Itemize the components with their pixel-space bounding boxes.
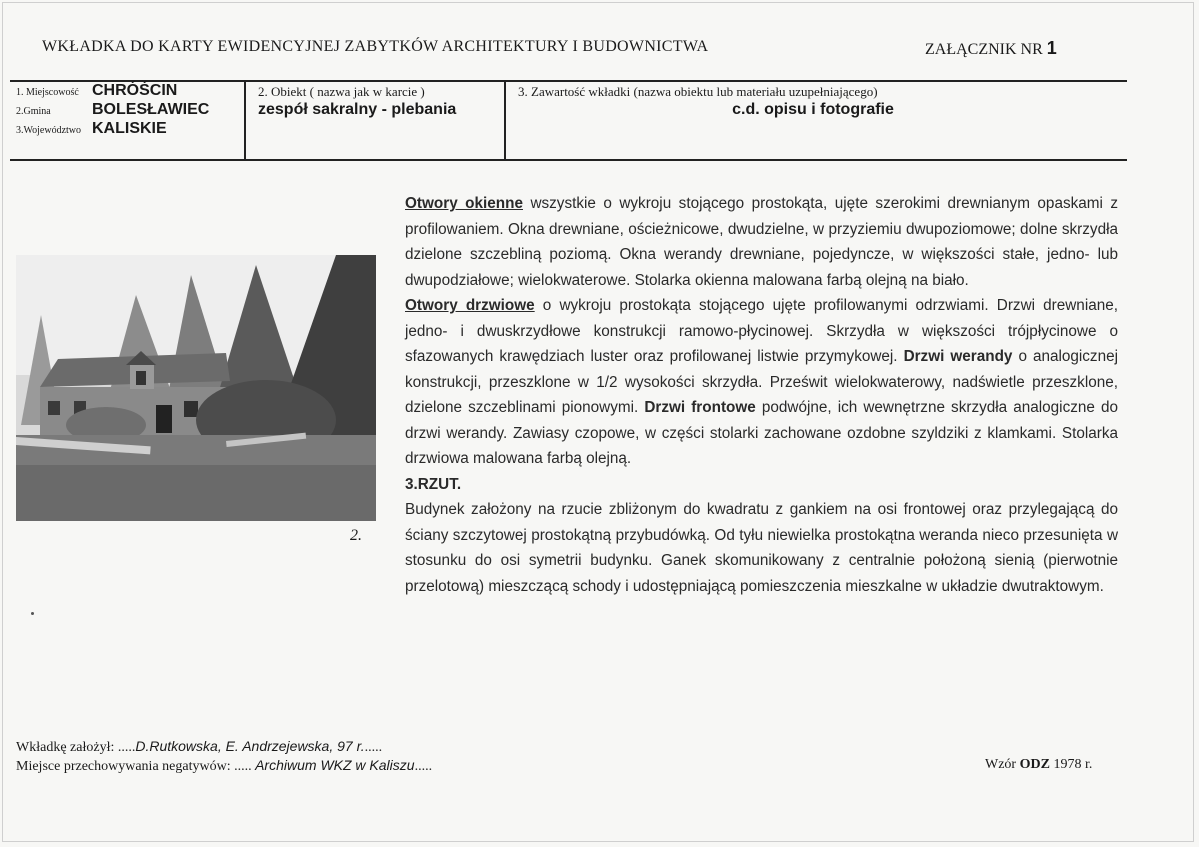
description-text <box>405 191 1118 599</box>
locality-field <box>16 82 177 100</box>
created-label: Wkładkę założył: ..... <box>16 740 136 755</box>
contents-label: 3. Zawartość wkładki (nazwa obiektu lub materiału uzupełniającego) <box>518 84 878 99</box>
storage-label: Miejsce przechowywania negatywów: ..... <box>16 759 256 774</box>
header-top-rule <box>10 80 1127 82</box>
column-divider-2 <box>504 80 506 161</box>
contents-value: c.d. opisu i fotografie <box>732 101 894 118</box>
header-bottom-rule <box>10 159 1127 161</box>
doors-heading: Otwory drzwiowe <box>405 297 535 314</box>
building-photo <box>16 255 376 521</box>
doors-paragraph <box>405 293 1118 472</box>
locality-label: 1. Miejscowość <box>16 87 79 98</box>
created-value: D.Rutkowska, E. Andrzejewska, 97 r. <box>135 738 365 754</box>
front-doors-text: podwójne, ich wewnętrzne skrzydła analogiczne do drzwi werandy. Zawiasy czopowe, w części stolarki zachowane ozdobne szyldziki z klamkami. Stolarka drzwiowa malowana farbą olejną. <box>405 399 1118 467</box>
annex-label-text: ZAŁĄCZNIK NR <box>925 41 1043 58</box>
commune-label: 2.Gmina <box>16 106 51 117</box>
commune-field <box>16 101 209 119</box>
created-suffix: ..... <box>364 740 383 755</box>
object-label: 2. Obiekt ( nazwa jak w karcie ) <box>258 84 425 99</box>
template-year: 1978 r. <box>1053 757 1093 772</box>
annex-label <box>925 38 1057 59</box>
plan-text: Budynek założony na rzucie zbliżonym do kwadratu z gankiem na osi frontowej oraz przylegającą do ściany szczytowej prostokątną przybudówką. Od tyłu niewielka prostokątna weranda nieco przesunięta w stosunku do osi symetrii budynku. Ganek skomunikowany z centralnie położoną sienią (pierwotnie przelotową) mieszczącą schody i udostępniającą pomieszczenia mieszkalne w układzie dwutraktowym. <box>405 501 1118 595</box>
voivodeship-value: KALISKIE <box>92 120 167 137</box>
template-prefix: Wzór <box>985 757 1017 772</box>
veranda-doors-heading: Drzwi werandy <box>903 348 1013 365</box>
voivodeship-label: 3.Województwo <box>16 125 82 136</box>
windows-heading: Otwory okienne <box>405 195 523 212</box>
column-divider-1 <box>244 80 246 161</box>
contents-field <box>518 84 1118 119</box>
margin-dot <box>31 612 34 615</box>
voivodeship-field <box>16 120 167 138</box>
windows-text: wszystkie o wykroju stojącego prostokąta, ujęte szerokimi drewnianym opaskami z profilowaniem. Okna drewniane, ościeżnicowe, dwudzielne, w przyziemiu dwupoziomowe; dolne skrzydła dzielone szczebliną poziomą. Okna werandy drewniane, pojedyncze, w większości stałe, jedno- lub dwupodziałowe; wielokwaterowe. Stolarka okienna malowana farbą olejną na biało. <box>405 195 1119 289</box>
commune-value: BOLESŁAWIEC <box>92 101 210 118</box>
annex-number: 1 <box>1046 38 1057 58</box>
template-code: ODZ <box>1019 757 1050 772</box>
storage-value: Archiwum WKZ w Kaliszu <box>255 757 415 773</box>
created-by-line <box>16 738 382 756</box>
front-doors-heading: Drzwi frontowe <box>644 399 756 416</box>
object-field <box>258 84 456 119</box>
veranda-doors-text: o analogicznej konstrukcji, przeszklone w 1/2 wysokości skrzydła. Prześwit wielokwaterowy, nadświetle przeszklone, dzielone szczeblinami pionowymi. <box>405 348 1118 416</box>
storage-suffix: ..... <box>414 759 433 774</box>
plan-heading: 3.RZUT. <box>405 475 462 493</box>
photo-number: 2. <box>350 527 362 544</box>
windows-paragraph <box>405 191 1118 293</box>
object-value: zespół sakralny - plebania <box>258 101 457 118</box>
template-note <box>985 757 1092 773</box>
doors-text: o wykroju prostokąta stojącego ujęte profilowanymi odrzwiami. Drzwi drewniane, jedno- i dwuskrzydłowe konstrukcji ramowo-płycinowej. Skrzydła w większości trójpłycinowe o sfazowanych krawędziach luster oraz profilowanej listwie przymykowej. <box>405 297 1118 365</box>
storage-line <box>16 757 432 775</box>
card-title: WKŁADKA DO KARTY EWIDENCYJNEJ ZABYTKÓW ARCHITEKTURY I BUDOWNICTWA <box>42 38 709 55</box>
locality-value: CHRÓŚCIN <box>92 82 178 99</box>
